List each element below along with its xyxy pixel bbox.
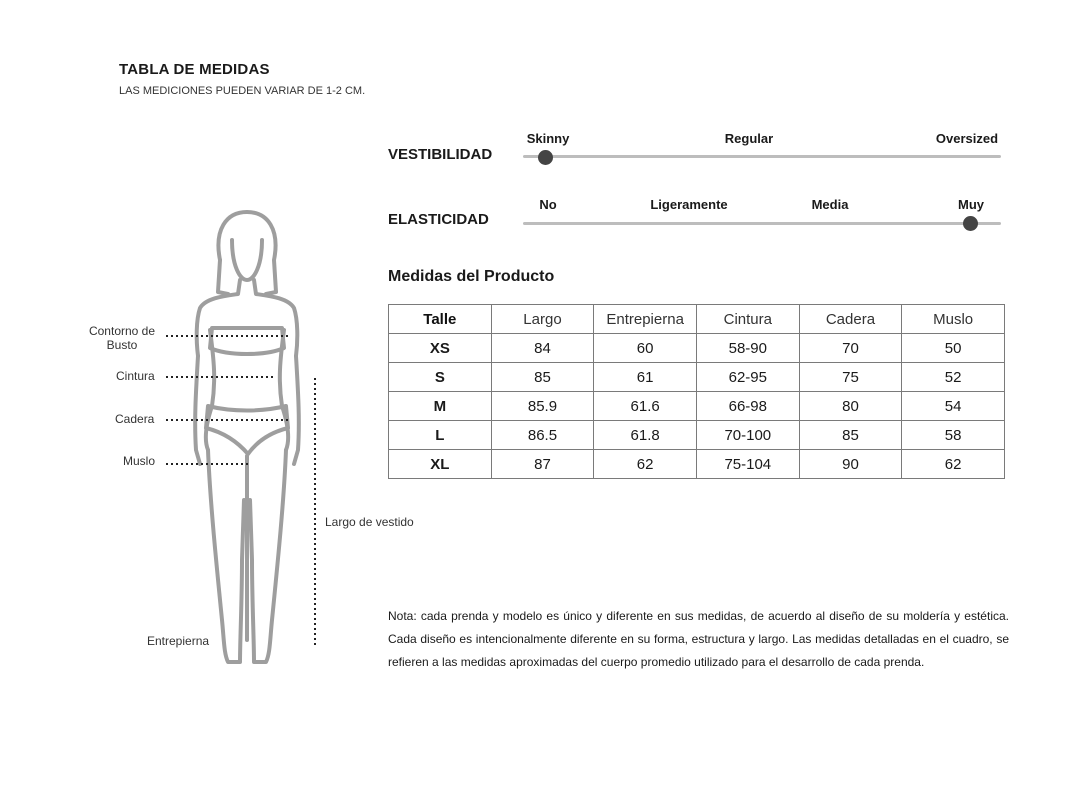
page-subtitle: LAS MEDICIONES PUEDEN VARIAR DE 1-2 CM. (119, 85, 366, 97)
disclaimer-note: Nota: cada prenda y modelo es único y diferente en sus medidas, de acuerdo al diseño de su moldería y estética. Cada diseño es intencionalmente diferente en su forma, estructura y largo. Las medidas detalladas en el cuadro, se refieren a las medidas aproximadas del cuerpo promedio utilizado para el desarrollo de cada prenda. (388, 609, 1009, 669)
fit-option-regular: Regular (724, 131, 774, 146)
table-cell: 52 (902, 363, 1005, 392)
fit-option-skinny: Skinny (526, 131, 570, 146)
elasticity-scale-label: ELASTICIDAD (388, 211, 489, 228)
table-cell: XS (389, 334, 492, 363)
table-cell: 90 (799, 450, 902, 479)
bust-label-line2: Busto (106, 338, 138, 352)
table-row (389, 363, 1005, 392)
table-cell: XL (389, 450, 492, 479)
table-row (389, 421, 1005, 450)
table-cell: 58-90 (696, 334, 799, 363)
elasticity-option-ligeramente: Ligeramente (650, 197, 728, 212)
table-cell: 61 (594, 363, 697, 392)
hip-label: Cadera (115, 412, 155, 426)
body-outline-icon (195, 212, 299, 662)
table-cell: 85 (491, 363, 594, 392)
dress-length-label: Largo de vestido (325, 515, 414, 529)
table-cell: S (389, 363, 492, 392)
page-title: TABLA DE MEDIDAS (119, 61, 270, 78)
table-cell: 87 (491, 450, 594, 479)
size-table (388, 304, 1005, 479)
table-cell: 70 (799, 334, 902, 363)
table-cell: 60 (594, 334, 697, 363)
fit-scale-track (523, 155, 1001, 158)
header-entrepierna: Entrepierna (594, 305, 697, 334)
thigh-label: Muslo (123, 454, 156, 468)
table-cell: 62 (594, 450, 697, 479)
bust-label-line1: Contorno de (88, 324, 156, 338)
table-cell: 86.5 (491, 421, 594, 450)
table-cell: L (389, 421, 492, 450)
header-talle: Talle (389, 305, 492, 334)
elasticity-scale-track (523, 222, 1001, 225)
table-row (389, 392, 1005, 421)
table-cell: 85 (799, 421, 902, 450)
table-row (389, 450, 1005, 479)
header-cintura: Cintura (696, 305, 799, 334)
table-cell: 84 (491, 334, 594, 363)
table-cell: 75 (799, 363, 902, 392)
elasticity-option-muy: Muy (958, 197, 984, 212)
table-cell: 62-95 (696, 363, 799, 392)
fit-scale-indicator (538, 150, 553, 165)
fit-scale-label: VESTIBILIDAD (388, 146, 493, 163)
header-muslo: Muslo (902, 305, 1005, 334)
bust-label (86, 324, 158, 352)
header-cadera: Cadera (799, 305, 902, 334)
table-cell: M (389, 392, 492, 421)
waist-label: Cintura (116, 369, 155, 383)
inseam-label: Entrepierna (147, 634, 210, 648)
table-cell: 54 (902, 392, 1005, 421)
table-cell: 50 (902, 334, 1005, 363)
table-cell: 61.6 (594, 392, 697, 421)
table-header-row (389, 305, 1005, 334)
table-cell: 85.9 (491, 392, 594, 421)
table-cell: 58 (902, 421, 1005, 450)
header-largo: Largo (491, 305, 594, 334)
table-title: Medidas del Producto (388, 268, 555, 285)
table-cell: 75-104 (696, 450, 799, 479)
elasticity-scale-indicator (963, 216, 978, 231)
table-cell: 62 (902, 450, 1005, 479)
elasticity-option-media: Media (811, 197, 849, 212)
table-cell: 61.8 (594, 421, 697, 450)
table-cell: 70-100 (696, 421, 799, 450)
table-cell: 66-98 (696, 392, 799, 421)
fit-option-oversized: Oversized (935, 131, 999, 146)
table-cell: 80 (799, 392, 902, 421)
table-row (389, 334, 1005, 363)
body-measurement-figure (0, 200, 360, 680)
elasticity-option-no: No (539, 197, 557, 212)
